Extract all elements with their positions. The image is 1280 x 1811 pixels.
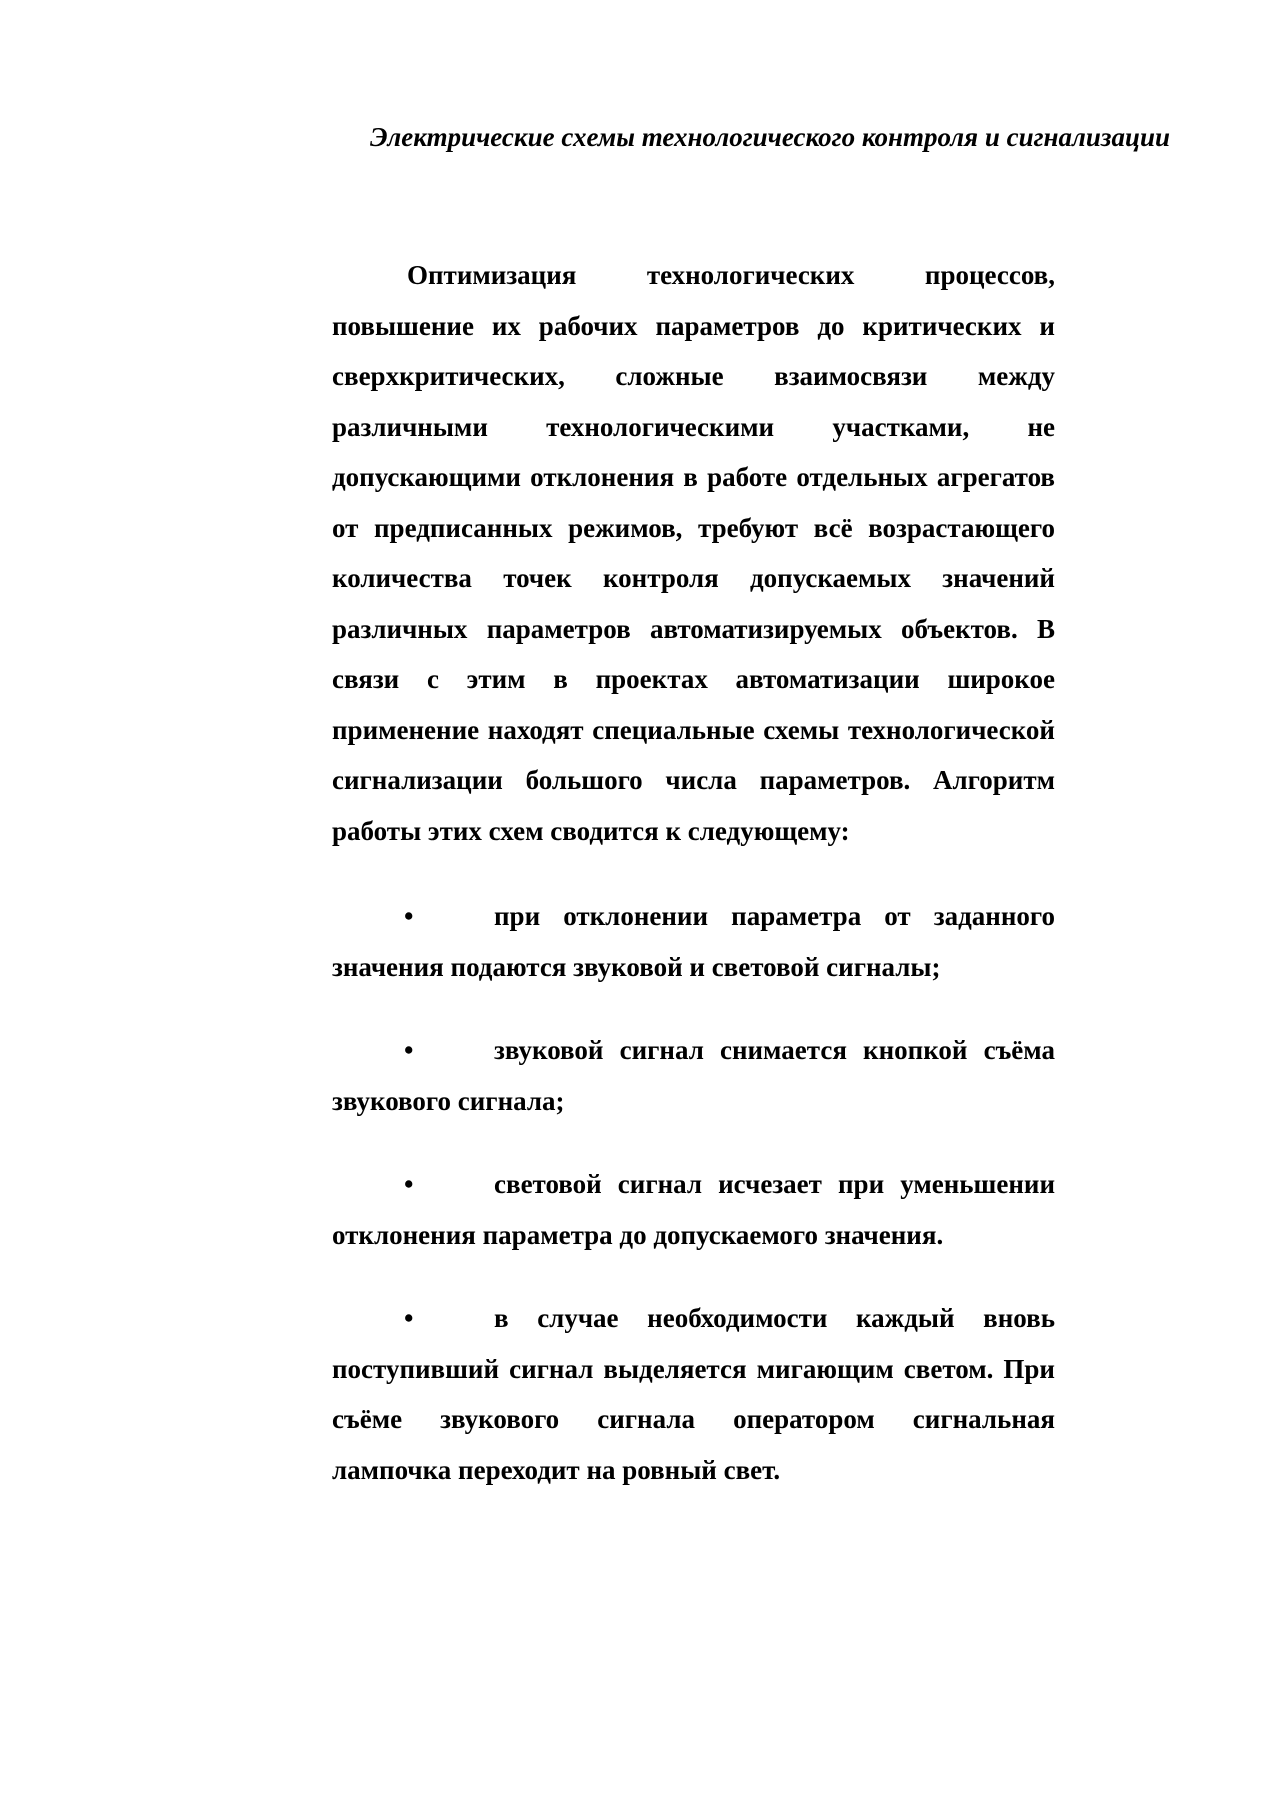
- list-item-text: при отклонении параметра от заданного значения подаются звуковой и световой сигналы;: [332, 901, 1055, 982]
- bullet-icon: •: [404, 901, 414, 931]
- bullet-icon: •: [404, 1169, 414, 1199]
- page-header: Электрические схемы технологического контроля и сигнализации: [370, 122, 1170, 152]
- document-body: [332, 250, 1055, 1495]
- intro-paragraph: Оптимизация технологических процессов, повышение их рабочих параметров до критических и сверхкритических, сложные взаимосвязи между различными технологическими участками, не допускающими отклонения в работе отдельных агрегатов от предписанных режимов, требуют всё возрастающего количества точек контроля допускаемых значений различных параметров автоматизируемых объектов. В связи с этим в проектах автоматизации широкое применение находят специальные схемы технологической сигнализации большого числа параметров. Алгоритм работы этих схем сводится к следующему:: [332, 260, 1055, 846]
- list-item: [332, 891, 1055, 992]
- bullet-icon: •: [404, 1035, 414, 1065]
- list-item: [332, 1159, 1055, 1260]
- list-item: [332, 1025, 1055, 1126]
- list-item: [332, 1293, 1055, 1495]
- list-item-text: в случае необходимости каждый вновь поступивший сигнал выделяется мигающим светом. При съёме звукового сигнала оператором сигнальная лампочка переходит на ровный свет.: [332, 1303, 1055, 1485]
- list-item-text: световой сигнал исчезает при уменьшении отклонения параметра до допускаемого значения.: [332, 1169, 1055, 1250]
- bullet-icon: •: [404, 1303, 414, 1333]
- list-item-text: звуковой сигнал снимается кнопкой съёма звукового сигнала;: [332, 1035, 1055, 1116]
